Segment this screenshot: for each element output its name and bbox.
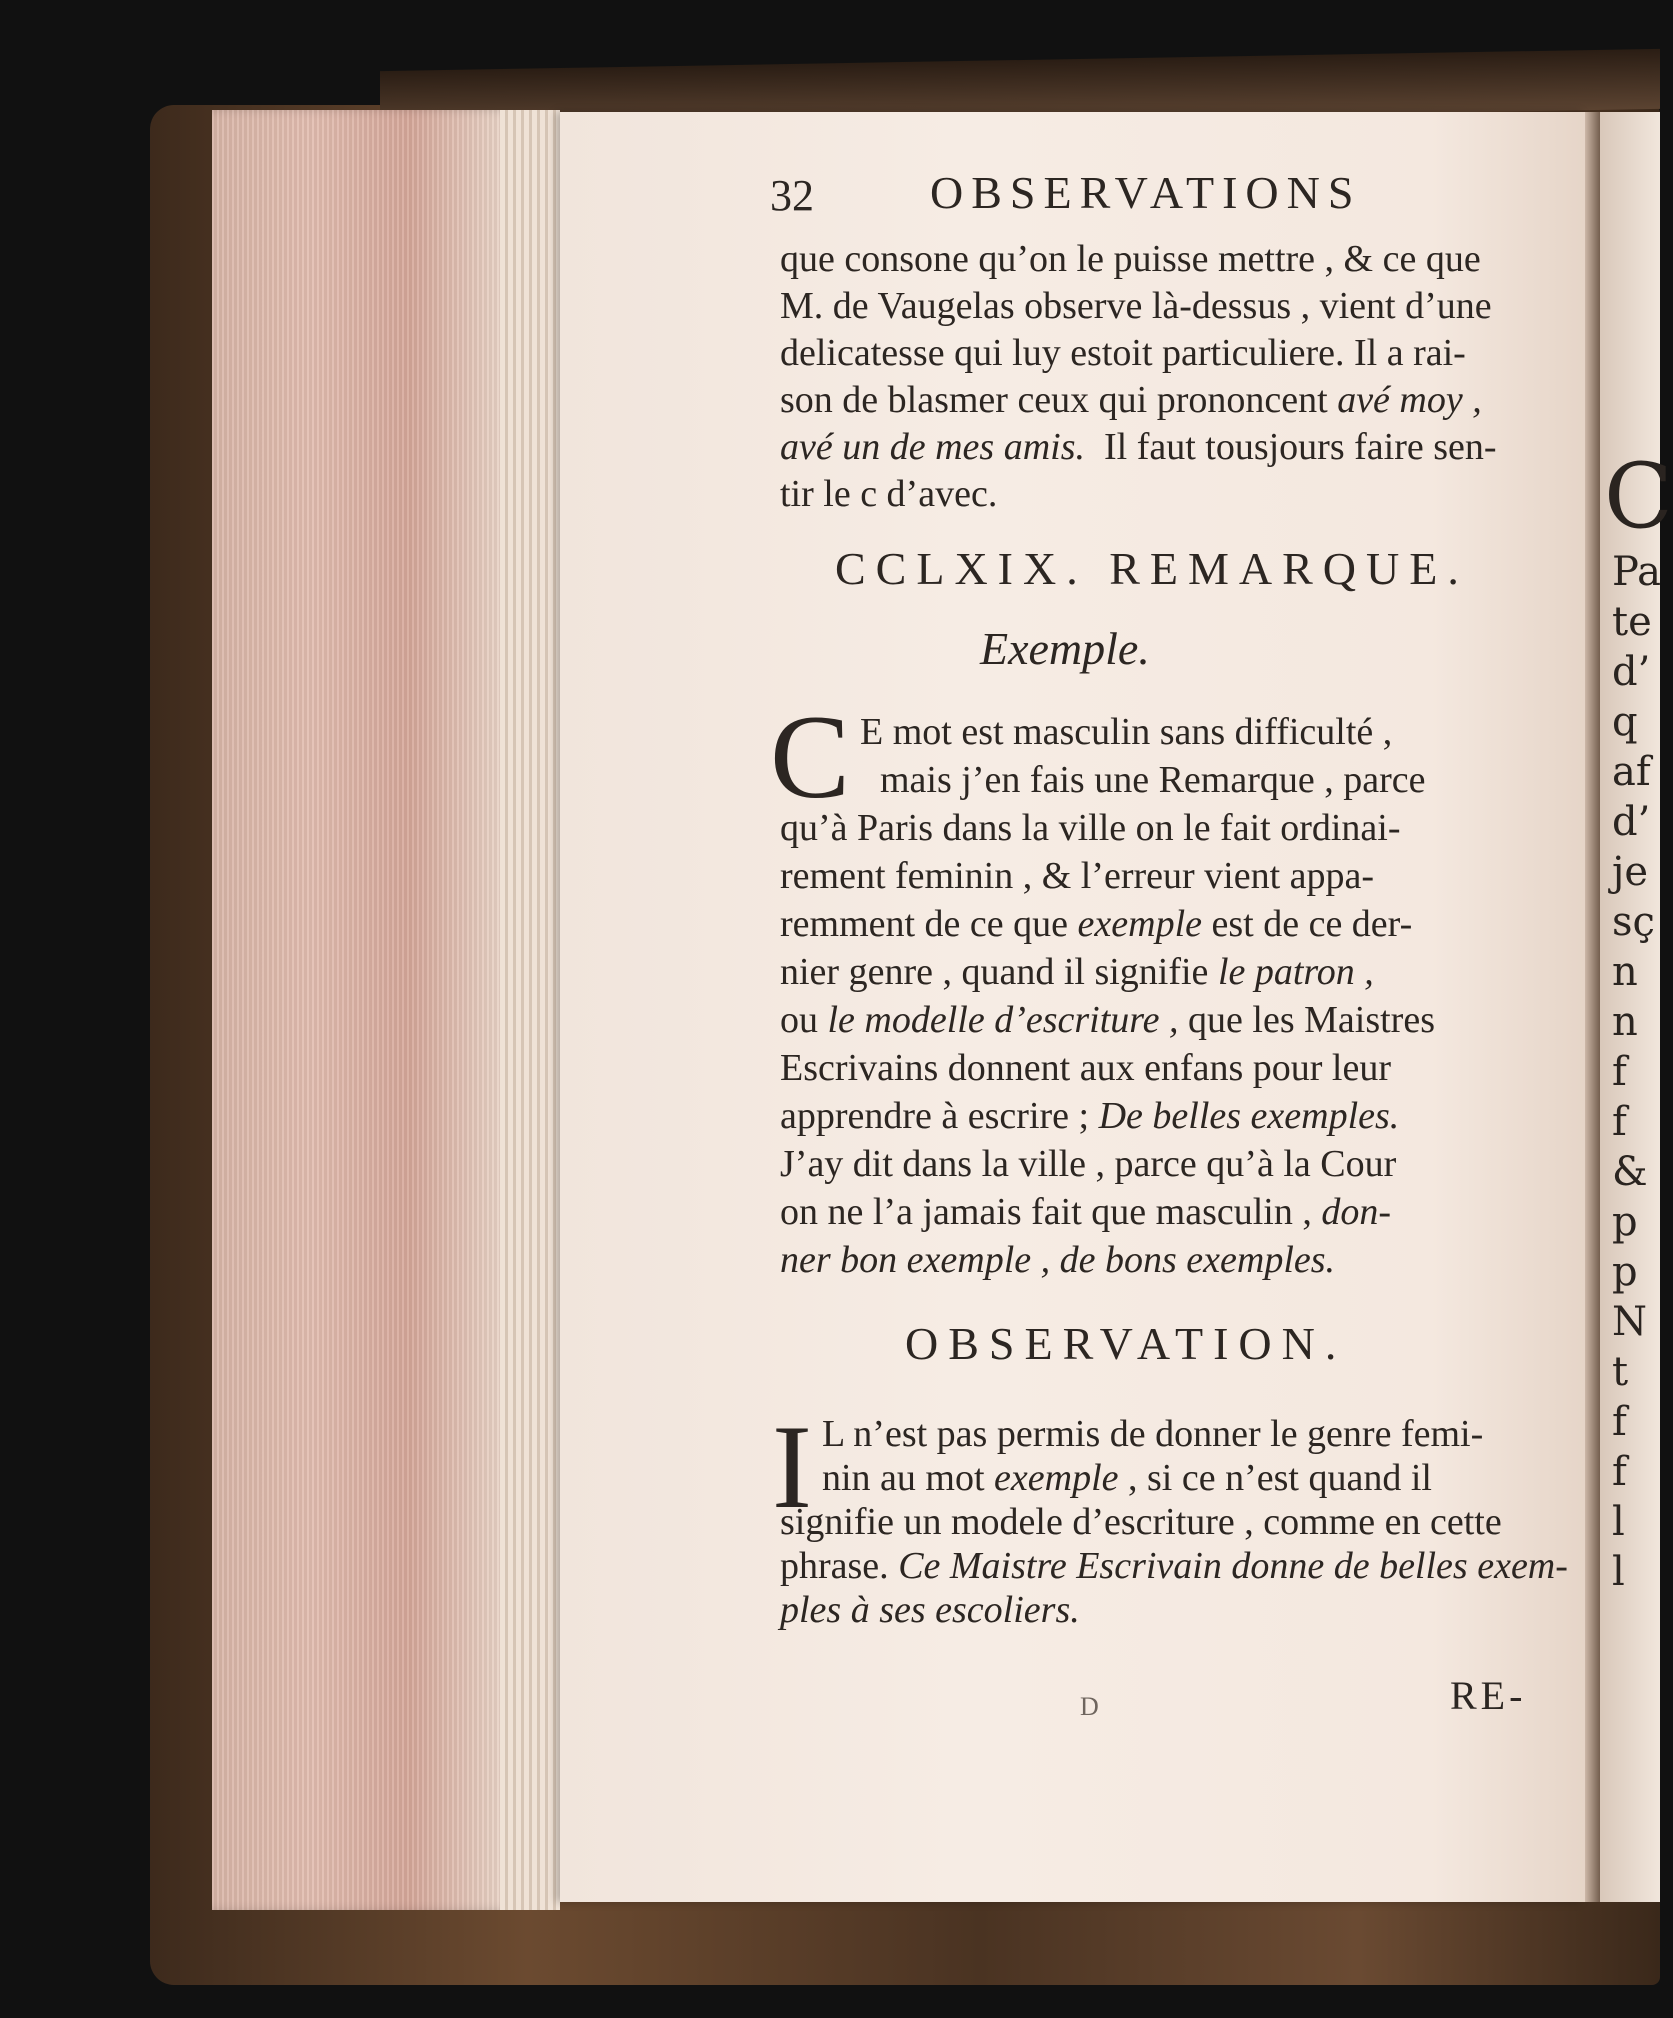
facing-page-letter: t xyxy=(1612,1349,1629,1395)
italic-span: le modelle d’escriture , xyxy=(827,999,1179,1041)
italic-span: le patron , xyxy=(1217,951,1374,993)
facing-page-letter: d’ xyxy=(1612,649,1651,695)
text-line xyxy=(780,1190,1391,1234)
text-span: que les Maistres xyxy=(1188,999,1435,1041)
text-line: signifie un modele d’escriture , comme en cette xyxy=(780,1501,1502,1543)
italic-span: avé un de mes amis. xyxy=(780,426,1085,468)
remarque-subheading: Exemple. xyxy=(980,623,1150,674)
text-span: apprendre à escrire ; xyxy=(780,1095,1090,1137)
text-span: ou xyxy=(780,999,818,1041)
text-line: qu’à Paris dans la ville on le fait ordinai- xyxy=(780,807,1401,849)
text-span: remment de ce que xyxy=(780,903,1069,945)
text-span: Il faut tousjours faire sen- xyxy=(1103,426,1497,468)
facing-page-letter: l xyxy=(1612,1549,1625,1595)
text-span: son de blasmer ceux qui prononcent xyxy=(780,379,1338,421)
facing-page-letter: n xyxy=(1612,999,1638,1045)
text-line xyxy=(822,1456,1432,1500)
facing-page-letter: af xyxy=(1612,749,1651,795)
text-span: on ne l’a jamais fait que masculin , xyxy=(780,1191,1312,1233)
catchword: RE- xyxy=(1450,1673,1527,1718)
text-line: delicatesse qui luy estoit particuliere. Il a rai- xyxy=(780,332,1466,374)
remarque-heading: CCLXIX. REMARQUE. xyxy=(835,543,1469,594)
text-line: tir le c d’avec. xyxy=(780,473,998,515)
text-span: phrase. xyxy=(780,1545,889,1587)
italic-span: exemple xyxy=(1077,903,1202,945)
facing-page-letter: q xyxy=(1612,699,1638,745)
text-span: nin au mot xyxy=(822,1457,985,1499)
italic-span: avé moy , xyxy=(1337,379,1482,421)
facing-page-letter: N xyxy=(1612,1299,1647,1345)
facing-page-letter: d’ xyxy=(1612,799,1651,845)
text-line: rement feminin , & l’erreur vient appa- xyxy=(780,855,1375,897)
facing-page-letter: p xyxy=(1612,1199,1638,1245)
drop-capital: C xyxy=(770,690,851,823)
text-line xyxy=(780,1094,1399,1138)
italic-span: don- xyxy=(1321,1191,1391,1233)
facing-page-letter: & xyxy=(1612,1149,1648,1195)
page-number: 32 xyxy=(770,171,814,220)
italic-span: exemple xyxy=(994,1457,1119,1499)
text-line xyxy=(780,378,1482,422)
text-line xyxy=(780,950,1374,994)
text-line: J’ay dit dans la ville , parce qu’à la Cour xyxy=(780,1143,1397,1185)
text-line: mais j’en fais une Remarque , parce xyxy=(880,759,1426,801)
text-line xyxy=(780,998,1435,1042)
text-line: ner bon exemple , de bons exemples. xyxy=(780,1239,1336,1281)
book-page xyxy=(560,112,1585,1902)
text-line: E mot est masculin sans difficulté , xyxy=(860,711,1393,753)
signature-mark: D xyxy=(1080,1692,1099,1721)
text-line: M. de Vaugelas observe là-dessus , vient d’une xyxy=(780,285,1492,327)
page-block-edge xyxy=(212,110,542,1910)
facing-page-letter: Pa xyxy=(1612,549,1661,595)
observation-heading: OBSERVATION. xyxy=(905,1318,1347,1369)
drop-capital: I xyxy=(772,1400,812,1533)
facing-page-letter: te xyxy=(1612,599,1652,645)
text-line: L n’est pas permis de donner le genre femi- xyxy=(822,1413,1484,1455)
facing-page-letter: f xyxy=(1612,1049,1627,1095)
text-line: ples à ses escoliers. xyxy=(780,1589,1080,1631)
italic-span: Ce Maistre Escrivain donne de belles exem- xyxy=(898,1545,1568,1587)
facing-page-letter: f xyxy=(1612,1099,1627,1145)
text-line xyxy=(780,1544,1568,1588)
facing-page xyxy=(1600,112,1673,1902)
page-edge-bands xyxy=(500,110,560,1910)
facing-page-letter: l xyxy=(1612,1499,1625,1545)
text-line: que consone qu’on le puisse mettre , & ce que xyxy=(780,238,1481,280)
facing-page-letter: je xyxy=(1612,849,1649,895)
running-head: OBSERVATIONS xyxy=(930,167,1362,218)
facing-page-letter: C xyxy=(1604,444,1673,549)
text-span: nier genre , quand il signifie xyxy=(780,951,1209,993)
text-line xyxy=(780,425,1497,469)
facing-page-letter: p xyxy=(1612,1249,1638,1295)
facing-page-letter: f xyxy=(1612,1449,1627,1495)
text-line: Escrivains donnent aux enfans pour leur xyxy=(780,1047,1391,1089)
text-span: , si ce n’est quand il xyxy=(1128,1457,1432,1499)
text-line xyxy=(780,902,1412,946)
italic-span: De belles exemples. xyxy=(1098,1095,1400,1137)
text-span: est de ce der- xyxy=(1211,903,1413,945)
facing-page-letter: f xyxy=(1612,1399,1627,1445)
facing-page-letter: n xyxy=(1612,949,1638,995)
facing-page-letter: sç xyxy=(1612,899,1655,945)
